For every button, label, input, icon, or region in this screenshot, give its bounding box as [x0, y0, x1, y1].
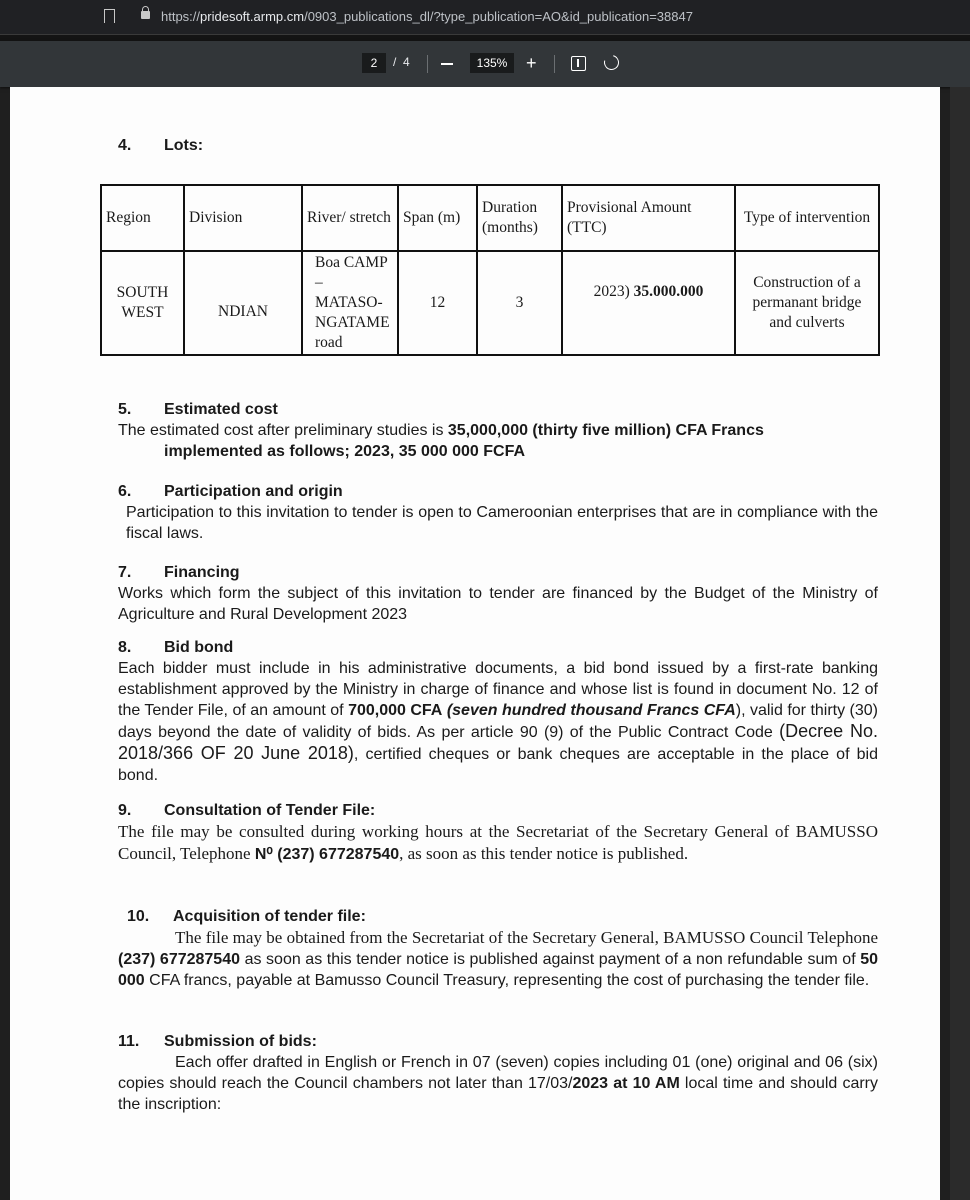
toolbar-divider: [554, 55, 555, 73]
viewer-scroll-area[interactable]: [950, 87, 970, 1200]
url-prefix: https://: [161, 9, 201, 24]
cell-amount: [562, 251, 735, 355]
section-title: Estimated cost: [164, 401, 278, 418]
phone-number: (237) 677287540: [118, 951, 241, 968]
paragraph-text: Participation to this invitation to tender is open to Cameroonian enterprises that are in compliance with the fiscal laws.: [126, 504, 878, 542]
section-number: 9.: [118, 802, 132, 819]
section-estimated-cost: [118, 399, 878, 462]
deadline-text: 2023 at 10 AM: [572, 1075, 680, 1092]
paragraph-text: , certified cheques or bank cheques are acceptable in the place of bid bond.: [118, 746, 878, 784]
bookmark-icon[interactable]: [104, 9, 115, 23]
cell-division: NDIAN: [184, 251, 302, 355]
toolbar-divider: [427, 55, 428, 73]
column-header: Duration (months): [477, 185, 562, 251]
table-row: [101, 251, 879, 355]
zoom-in-icon[interactable]: +: [526, 53, 537, 73]
paragraph-text: The file may be obtained from the Secretariat of the Secretary General, BAMUSSO Council Telephone: [175, 928, 878, 947]
section-title: Bid bond: [164, 639, 234, 656]
column-header: River/ stretch: [302, 185, 398, 251]
total-pages: 4: [403, 55, 410, 69]
phone-number: N⁰ (237) 677287540: [254, 846, 400, 863]
section-number: 10.: [127, 908, 150, 925]
section-consultation: [118, 800, 878, 866]
url-host: pridesoft.armp.cm: [200, 9, 305, 24]
zoom-input[interactable]: 135%: [470, 53, 514, 73]
cell-intervention: Construction of a permanant bridge and culverts: [735, 251, 879, 355]
browser-address-bar: [0, 0, 970, 35]
section-submission: [118, 1031, 878, 1115]
section-number: 6.: [118, 483, 132, 500]
paragraph-text: local time and should carry the inscription:: [118, 1075, 878, 1113]
amount-text: implemented as follows; 2023, 35 000 000 FCFA: [164, 443, 526, 460]
cell-span: 12: [398, 251, 477, 355]
amount-text: 50 000: [118, 951, 878, 989]
section-title: Submission of bids:: [164, 1033, 317, 1050]
section-title: Participation and origin: [164, 483, 343, 500]
section-title: Acquisition of tender file:: [173, 908, 366, 925]
paragraph-text: Each offer drafted in English or French in 07 (seven) copies including 01 (one) original and 06 (six) copies should reach the Council chambers not later than 17/03/: [118, 1054, 878, 1092]
column-header: Division: [184, 185, 302, 251]
section-number: 7.: [118, 564, 132, 581]
section-title: Financing: [164, 564, 240, 581]
paragraph-text: as soon as this tender notice is published against payment of a non refundable sum of: [240, 951, 861, 968]
paragraph-text: Each bidder must include in his administrative documents, a bid bond issued by a first-rate banking establishment approved by the Ministry in charge of finance and whose list is found in document No. 12 of the Tender File, of an amount of: [118, 660, 878, 719]
section-acquisition: [118, 906, 878, 991]
paragraph-text: The file may be consulted during working hours at the Secretariat of the Secretary General of BAMUSSO Council, Telephone: [118, 822, 878, 863]
lots-table: [100, 184, 880, 356]
paragraph-text: , as soon as this tender notice is published.: [399, 844, 689, 863]
page-number-input[interactable]: 2: [362, 53, 386, 73]
rotate-icon[interactable]: [601, 52, 621, 72]
column-header: Region: [101, 185, 184, 251]
cell-river: Boa CAMP – MATASO-NGATAME road: [302, 251, 398, 355]
section-participation: [118, 481, 878, 544]
column-header: Type of intervention: [735, 185, 879, 251]
column-header: Span (m): [398, 185, 477, 251]
url-field[interactable]: [161, 9, 693, 24]
amount-text: 35,000,000 (thirty five million) CFA Francs: [447, 422, 764, 439]
paragraph-text: The estimated cost after preliminary studies is: [118, 422, 448, 439]
zoom-out-icon[interactable]: [441, 63, 453, 65]
fit-to-page-icon[interactable]: [571, 56, 586, 71]
pdf-page: [10, 87, 940, 1200]
amount-year: 2023): [593, 283, 630, 300]
lots-heading: [118, 135, 878, 156]
page-count: [393, 55, 410, 69]
pdf-toolbar: [0, 41, 970, 87]
section-title: Consultation of Tender File:: [164, 802, 376, 819]
cell-duration: 3: [477, 251, 562, 355]
paragraph-text: ), valid for thirty (30) days beyond the date of validity of bids. As per article 90 (9) of the Public Contract Code: [118, 702, 879, 741]
paragraph-text: CFA francs, payable at Bamusso Council Treasury, representing the cost of purchasing the tender file.: [144, 972, 870, 989]
decree-reference: (Decree No. 2018/366 OF 20 June 2018): [118, 721, 879, 763]
section-number: 8.: [118, 639, 132, 656]
section-bid-bond: [118, 637, 878, 786]
lock-icon[interactable]: [141, 11, 150, 19]
section-title: Lots:: [164, 137, 204, 154]
amount-words: (seven hundred thousand Francs CFA: [446, 702, 736, 719]
section-number: 5.: [118, 401, 132, 418]
section-number: 11.: [118, 1033, 140, 1050]
url-path: /0903_publications_dl/?type_publication=AO&id_publication=38847: [304, 9, 693, 24]
section-financing: [118, 562, 878, 625]
amount-text: 700,000 CFA: [348, 702, 443, 719]
paragraph-text: Works which form the subject of this invitation to tender are financed by the Budget of the Ministry of Agriculture and Rural Development 2023: [118, 585, 878, 623]
page-separator: /: [393, 55, 397, 69]
table-header-row: [101, 185, 879, 251]
cell-region: SOUTH WEST: [101, 251, 184, 355]
amount-value: 35.000.000: [633, 283, 704, 300]
column-header: Provisional Amount (TTC): [562, 185, 735, 251]
section-number: 4.: [118, 137, 132, 154]
